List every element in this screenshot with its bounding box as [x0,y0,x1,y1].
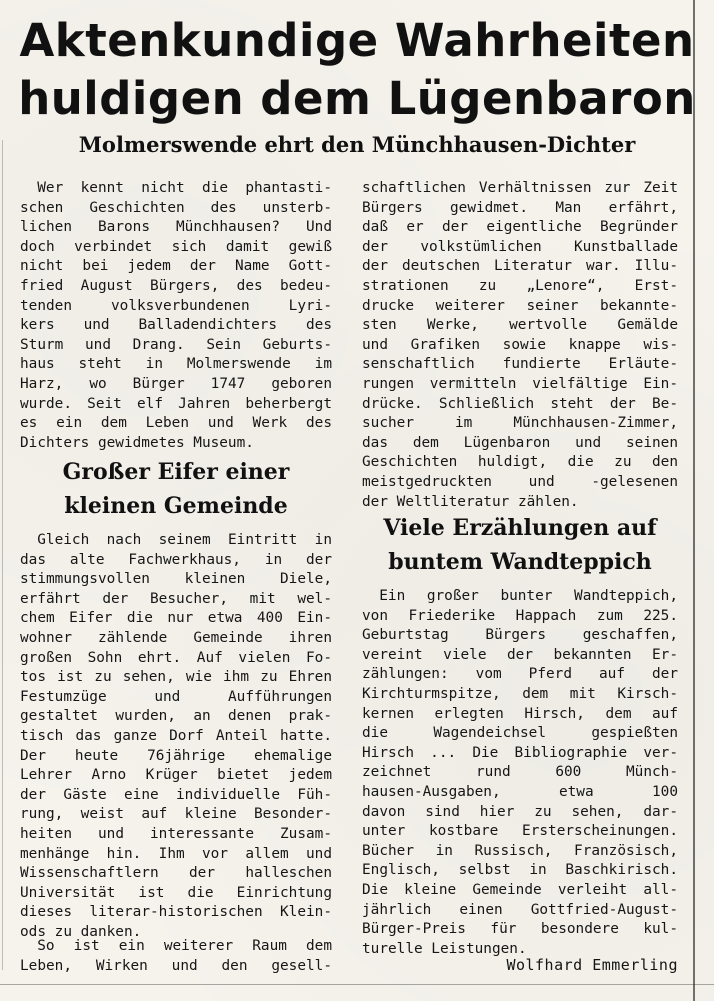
text-line: Geburtstag Bürgers geschaffen, [362,627,678,644]
text-line: drücke. Schließlich steht der Be- [362,395,678,412]
section-1-heading-line-2: kleinen Gemeinde [64,493,288,519]
text-line: Wer kennt nicht die phantasti- [37,180,332,196]
text-line: daß er der eigentliche Begründer [362,219,678,236]
text-line: drucke weiterer seiner bekannte- [362,297,678,314]
text-line: heiten und interessante Zusam- [20,825,332,842]
text-line: doch verbindet sich damit gewiß [20,238,332,255]
text-line: lichen Barons Münchhausen? Und [20,219,332,236]
text-line: der volkstümlichen Kunstballade [362,238,678,255]
text-line: davon sind hier zu sehen, dar- [362,803,678,820]
text-line: Bürger-Preis für besondere kul- [362,921,678,938]
text-line: senschaftlich fundierte Erläute- [362,356,678,373]
text-line: So ist ein weiterer Raum dem [37,938,332,954]
text-line: und Grafiken sowie knappe wis- [362,336,678,353]
text-line: tos ist zu sehen, wie ihm zu Ehren [20,669,332,686]
text-line: die Wagendeichsel gespießten [362,725,678,742]
text-line: zählungen: vom Pferd auf der [362,666,678,683]
text-line: Kirchturmspitze, dem mit Kirsch- [362,685,678,702]
text-line: zeichnet rund 600 Münch- [362,764,678,781]
text-line: sten Werke, wertvolle Gemälde [362,317,678,334]
text-line: wohner zählende Gemeinde ihren [20,629,332,646]
text-line: Die kleine Gemeinde verleiht all- [362,881,678,898]
text-line: gestaltet wurden, an denen prak- [20,708,332,725]
text-line: chem Eifer die nur etwa 400 Ein- [20,610,332,627]
right-column-intro [362,179,678,512]
text-line: Leben, Wirken und den gesell- [20,957,332,974]
text-line: hausen-Ausgaben, etwa 100 [362,783,678,800]
text-line: Geschichten huldigt, die zu den [362,454,678,471]
text-line: kernen erlegten Hirsch, dem auf [362,705,678,722]
text-line: der deutschen Literatur war. Illu- [362,258,678,275]
text-line: ods zu danken. [20,923,142,940]
text-line: es ein dem Leben und Werk des [20,415,332,432]
text-line: rung, weist auf kleine Besonder- [20,806,332,823]
text-line: das dem Lügenbaron und seinen [362,434,678,451]
text-line: jährlich einen Gottfried-August- [362,901,678,918]
text-line: stimmungsvollen kleinen Diele, [20,571,332,588]
text-line: fried August Bürgers, des bedeu- [20,277,332,294]
section-2-heading-line-1: Viele Erzählungen auf [383,515,657,541]
headline-line-2: huldigen dem Lügenbaron [18,72,696,125]
text-line: wurde. Seit elf Jahren beherbergt [20,395,332,412]
left-column-closing [20,937,332,976]
section-1-heading-line-1: Großer Eifer einer [62,459,290,485]
text-line: Hirsch ... Die Bibliographie ver- [362,744,678,761]
text-line: meistgedruckten und -gelesenen [362,473,678,490]
text-line: kers und Balladendichters des [20,317,332,334]
text-line: Harz, wo Bürger 1747 geboren [20,375,332,392]
text-line: Festumzüge und Aufführungen [20,688,332,705]
left-edge-rule [2,140,3,970]
section-2-body [362,587,678,959]
text-line: von Friederike Happach zum 225. [362,607,678,624]
text-line: tisch das ganze Dorf Anteil hatte. [20,727,332,744]
text-line: schen Geschichten des unsterb- [20,199,332,216]
section-1-body [20,531,332,942]
text-line: der Weltliteratur zählen. [362,493,579,510]
text-line: Englisch, selbst in Baschkirisch. [362,862,678,879]
text-line: sucher im Münchhausen-Zimmer, [362,415,678,432]
text-line: erfährt der Besucher, mit wel- [20,590,332,607]
text-line: dieses literar-historischen Klein- [20,904,332,921]
bottom-edge-rule [0,984,714,985]
text-line: Gleich nach seinem Eintritt in [37,532,332,548]
text-line: unter kostbare Ersterscheinungen. [362,823,678,840]
text-line: Universität ist die Einrichtung [20,884,332,901]
headline-line-1: Aktenkundige Wahrheiten [19,14,695,67]
text-line: vereint viele der bekannten Er- [362,646,678,663]
text-line: Lehrer Arno Krüger bietet jedem [20,767,332,784]
text-line: das alte Fachwerkhaus, in der [20,551,332,568]
text-line: Wissenschaftlern der halleschen [20,865,332,882]
text-line: tenden volksverbundenen Lyri- [20,297,332,314]
text-line: strationen zu „Lenore“, Erst- [362,277,678,294]
author-byline: Wolfhard Emmerling [506,956,678,974]
text-line: Bürgers gewidmet. Man erfährt, [362,199,678,216]
section-2-heading-line-2: buntem Wandteppich [388,549,652,575]
text-line: turelle Leistungen. [362,940,527,957]
text-line: Dichters gewidmetes Museum. [20,434,254,451]
text-line: Bücher in Russisch, Französisch, [362,842,678,859]
text-line: der Gäste eine individuelle Füh- [20,786,332,803]
text-line: nicht bei jedem der Name Gott- [20,258,332,275]
text-line: Der heute 76jährige ehemalige [20,747,332,764]
text-line: großen Sohn ehrt. Auf vielen Fo- [20,649,332,666]
text-line: schaftlichen Verhältnissen zur Zeit [362,180,678,196]
left-column-intro [20,179,332,453]
text-line: haus steht in Molmerswende im [20,356,332,373]
text-line: rungen vermitteln vielfältige Ein- [362,375,678,392]
subheadline: Molmerswende ehrt den Münchhausen-Dichter [78,132,636,157]
text-line: Sturm und Drang. Sein Geburts- [20,336,332,353]
text-line: menhänge hin. Ihm vor allem und [20,845,332,862]
text-line: Ein großer bunter Wandteppich, [379,588,678,604]
